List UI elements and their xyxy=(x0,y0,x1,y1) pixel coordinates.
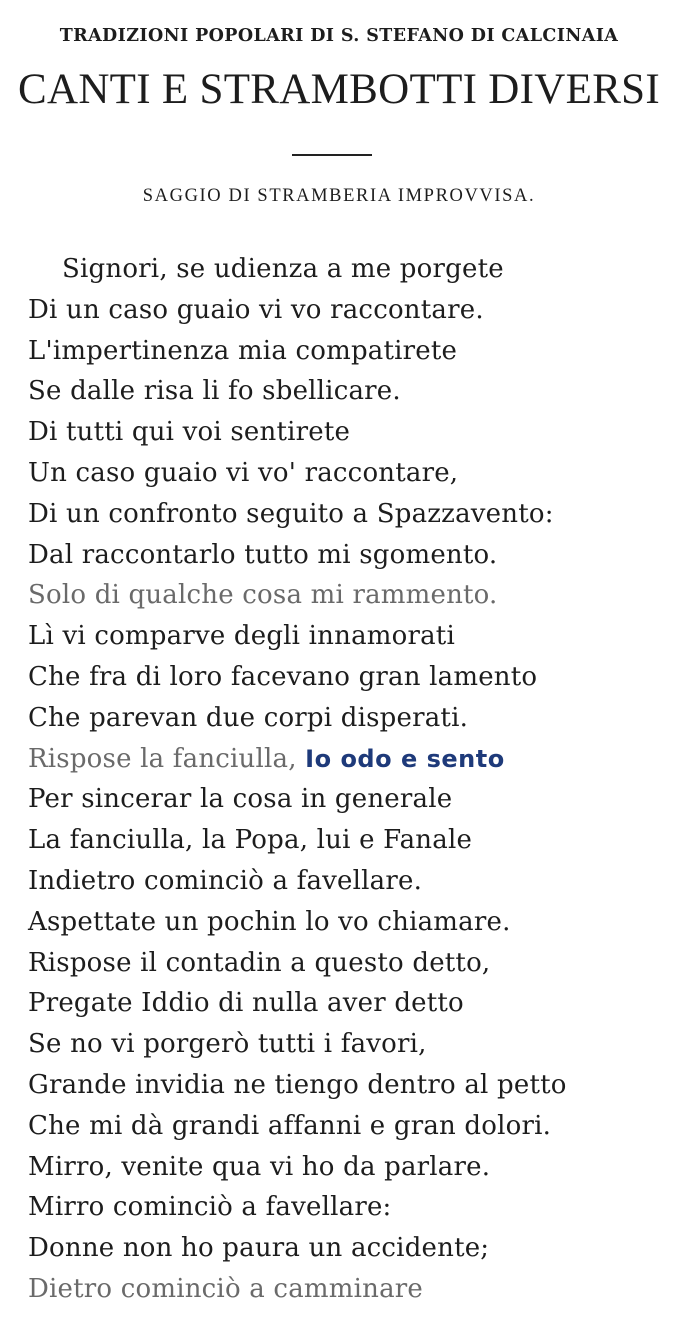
poem-line: La fanciulla, la Popa, lui e Fanale xyxy=(28,825,473,856)
poem-line: Di un caso guaio vi vo raccontare. xyxy=(28,294,484,325)
poem-line: Un caso guaio vi vo' raccontare, xyxy=(28,457,459,488)
series-heading: TRADIZIONI POPOLARI DI S. STEFANO DI CALCINAIA xyxy=(59,26,619,46)
poem-line-text: Rispose la fanciulla, xyxy=(28,743,297,774)
section-subtitle: SAGGIO DI STRAMBERIA IMPROVVISA. xyxy=(142,186,536,206)
poem-line: Aspettate un pochin lo vo chiamare. xyxy=(28,906,511,937)
poem-line: Di tutti qui voi sentirete xyxy=(28,417,351,448)
poem-line: Lì vi comparve degli innamorati xyxy=(28,621,455,652)
poem-line: Grande invidia ne tiengo dentro al petto xyxy=(28,1069,567,1100)
poem-line: Mirro, venite qua vi ho da parlare. xyxy=(28,1151,491,1182)
poem-text xyxy=(28,249,668,1310)
poem-line: Che mi dà grandi affanni e gran dolori. xyxy=(28,1110,552,1141)
poem-line: Se dalle risa li fo sbellicare. xyxy=(28,376,401,407)
poem-line: Pregate Iddio di nulla aver detto xyxy=(28,988,464,1019)
poem-line: Solo di qualche cosa mi rammento. xyxy=(28,580,498,611)
title-divider xyxy=(292,154,372,156)
poem-line: Che parevan due corpi disperati. xyxy=(28,702,469,733)
poem-line: Indietro cominciò a favellare. xyxy=(28,865,423,896)
poem-line-with-annotation xyxy=(28,739,668,780)
poem-line: Dal raccontarlo tutto mi sgomento. xyxy=(28,539,498,570)
page-title: CANTI E STRAMBOTTI DIVERSI xyxy=(17,66,661,113)
poem-line: L'impertinenza mia compatirete xyxy=(28,335,458,366)
poem-line: Di un confronto seguito a Spazzavento: xyxy=(28,498,554,529)
poem-line: Dietro cominciò a camminare xyxy=(28,1273,423,1304)
poem-line: Per sincerar la cosa in generale xyxy=(28,784,453,815)
poem-line: Mirro cominciò a favellare: xyxy=(28,1192,392,1223)
poem-line: Donne non ho paura un accidente; xyxy=(28,1233,490,1264)
poem-line: Se no vi porgerò tutti i favori, xyxy=(28,1029,427,1060)
poem-line: Che fra di loro facevano gran lamento xyxy=(28,661,538,692)
handwritten-annotation: Io odo e sento xyxy=(305,744,505,773)
poem-line: Rispose il contadin a questo detto, xyxy=(28,947,491,978)
poem-line: Signori, se udienza a me porgete xyxy=(62,254,504,284)
